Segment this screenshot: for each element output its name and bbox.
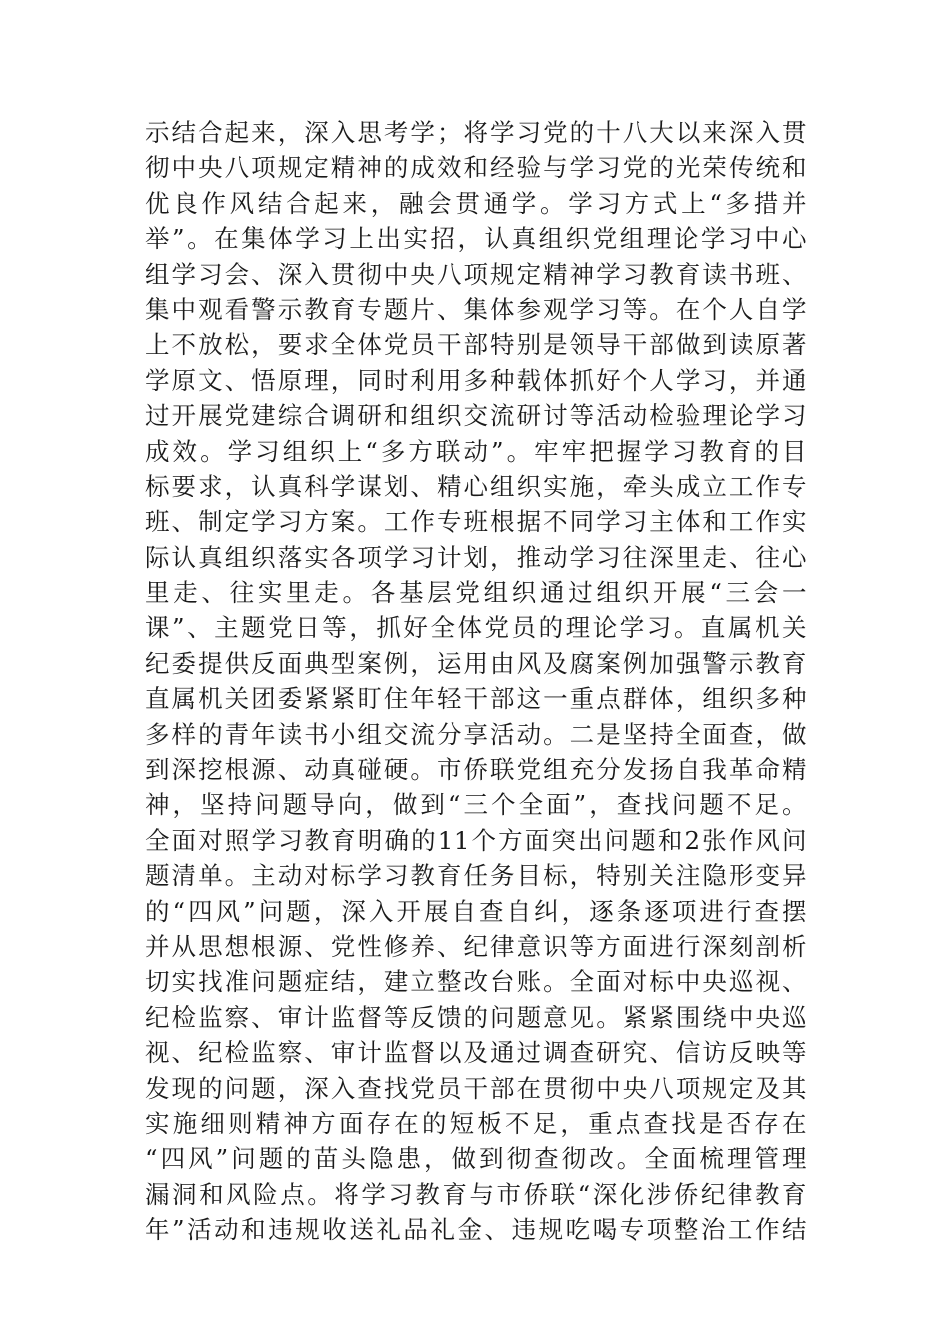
body-text (145, 115, 807, 1248)
text-line: 到深挖根源、动真碰硬。市侨联党组充分发扬自我革命精 (145, 755, 807, 785)
text-line: 神，坚持问题导向，做到“三个全面”，查找问题不足。 (145, 790, 807, 820)
text-line: 示结合起来，深入思考学；将学习党的十八大以来深入贯 (145, 118, 807, 147)
text-line: 际认真组织落实各项学习计划，推动学习往深里走、往心 (145, 542, 807, 572)
text-line: 里走、往实里走。各基层党组织通过组织开展“三会一 (145, 578, 807, 608)
text-line: 成效。学习组织上“多方联动”。牢牢把握学习教育的目 (145, 436, 807, 466)
text-line: 纪检监察、审计监督等反馈的问题意见。紧紧围绕中央巡 (145, 1002, 807, 1032)
text-line: 直属机关团委紧紧盯住年轻干部这一重点群体，组织多种 (145, 684, 807, 714)
text-line: 过开展党建综合调研和组织交流研讨等活动检验理论学习 (145, 401, 807, 431)
text-line: 集中观看警示教育专题片、集体参观学习等。在个人自学 (145, 294, 807, 324)
text-line: 举”。在集体学习上出实招，认真组织党组理论学习中心 (145, 224, 807, 254)
text-line: 的“四风”问题，深入开展自查自纠，逐条逐项进行查摆 (145, 896, 807, 926)
text-line: 纪委提供反面典型案例，运用由风及腐案例加强警示教育 (145, 648, 807, 678)
text-line: 实施细则精神方面存在的短板不足，重点查找是否存在 (145, 1108, 807, 1138)
text-line: 视、纪检监察、审计监督以及通过调查研究、信访反映等 (145, 1038, 807, 1068)
text-line: 题清单。主动对标学习教育任务目标，特别关注隐形变异 (145, 861, 807, 891)
text-line: 年”活动和违规收送礼品礼金、违规吃喝专项整治工作结 (145, 1215, 807, 1245)
text-line: 上不放松，要求全体党员干部特别是领导干部做到读原著 (145, 330, 807, 360)
text-line: 组学习会、深入贯彻中央八项规定精神学习教育读书班、 (145, 259, 807, 289)
text-line: “四风”问题的苗头隐患，做到彻查彻改。全面梳理管理 (145, 1144, 807, 1174)
text-line: 优良作风结合起来，融会贯通学。学习方式上“多措并 (145, 188, 807, 218)
text-line: 班、制定学习方案。工作专班根据不同学习主体和工作实 (145, 507, 807, 537)
text-line: 多样的青年读书小组交流分享活动。二是坚持全面查，做 (145, 719, 807, 749)
text-line: 全面对照学习教育明确的11个方面突出问题和2张作风问 (145, 825, 807, 855)
text-line: 标要求，认真科学谋划、精心组织实施，牵头成立工作专 (145, 471, 807, 501)
text-line: 切实找准问题症结，建立整改台账。全面对标中央巡视、 (145, 967, 807, 997)
text-line: 彻中央八项规定精神的成效和经验与学习党的光荣传统和 (145, 153, 807, 183)
text-line: 学原文、悟原理，同时利用多种载体抓好个人学习，并通 (145, 365, 807, 395)
text-line: 漏洞和风险点。将学习教育与市侨联“深化涉侨纪律教育 (145, 1179, 807, 1209)
text-line: 课”、主题党日等，抓好全体党员的理论学习。直属机关 (145, 613, 807, 643)
text-line: 并从思想根源、党性修养、纪律意识等方面进行深刻剖析 (145, 931, 807, 961)
text-line: 发现的问题，深入查找党员干部在贯彻中央八项规定及其 (145, 1073, 807, 1103)
